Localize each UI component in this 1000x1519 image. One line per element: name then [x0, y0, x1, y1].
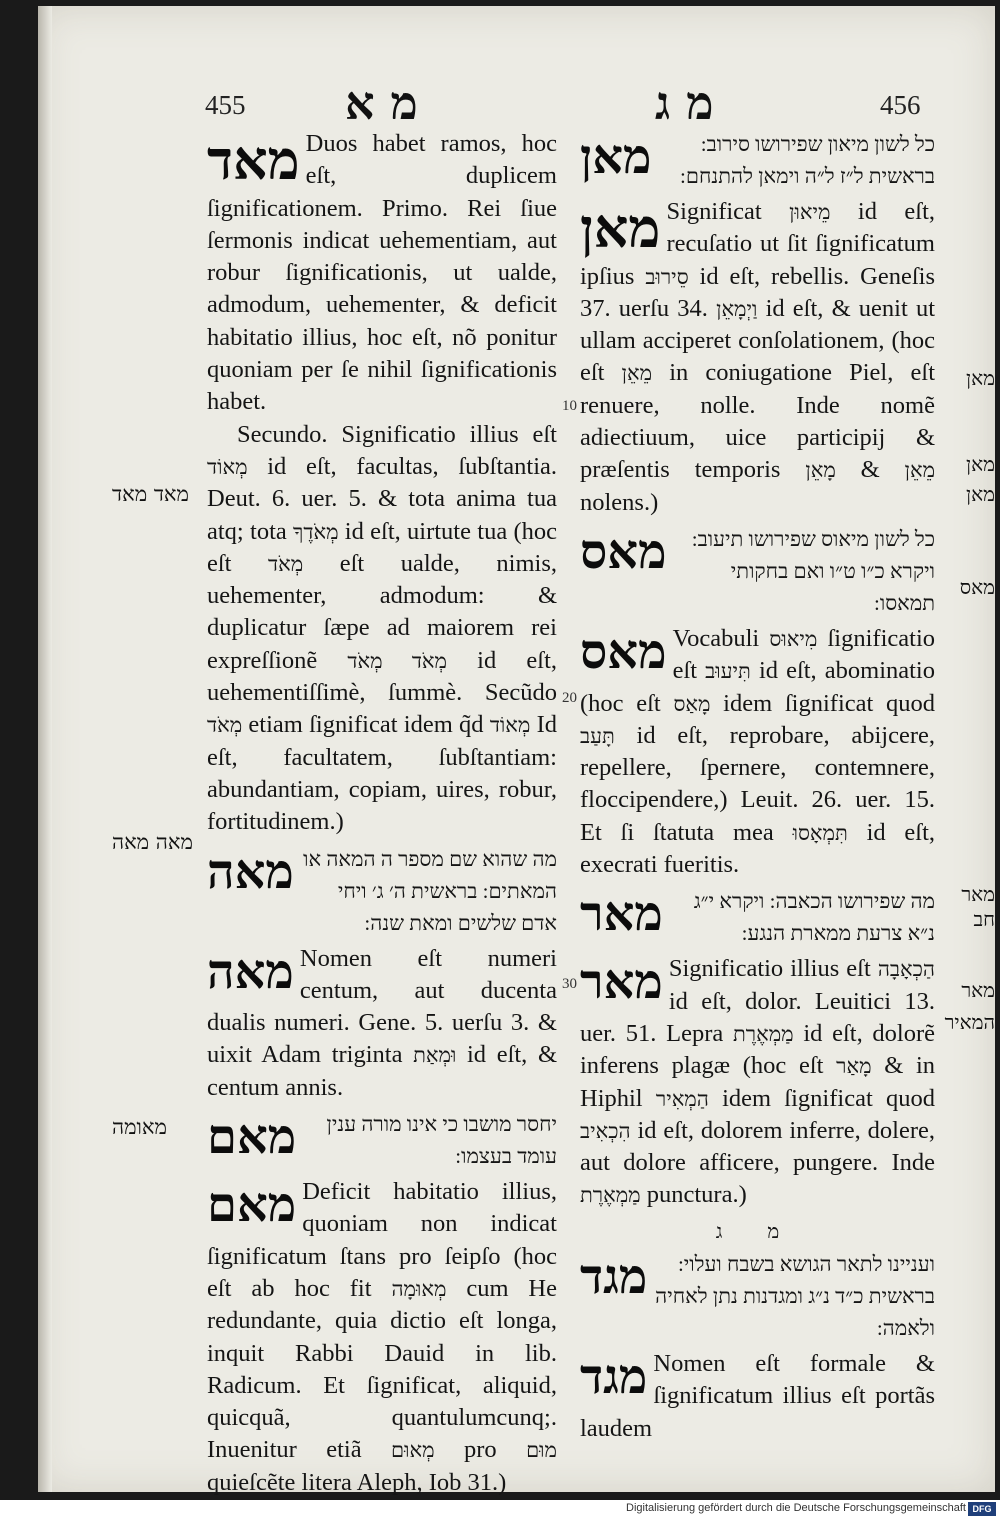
dfg-logo: DFG — [968, 1502, 996, 1516]
hebrew-word: וַיְמָאֵן — [716, 296, 758, 321]
entry-meam-hebrew — [207, 1108, 557, 1172]
page-gutter — [38, 6, 52, 1492]
entry-text: Nomen eſt formale & ſignificatum illius eſt portãs laudem — [580, 1350, 935, 1442]
entry-maar-hebrew — [580, 885, 935, 949]
hebrew-definition: כל לשון מיאוס שפירושו תיעוב: ויקרא כ״ו ט״ו ואם בחקותי תמאסו: — [691, 526, 935, 615]
hebrew-definition: מה שהוא שם מספר ה המאה או המאתים: בראשית ה׳ ג׳ ויחי אדם שלשים ומאת שנה: — [303, 846, 557, 935]
entry-meah — [207, 943, 557, 1104]
hebrew-word: מֵיאוּן — [789, 200, 831, 224]
hebrew-word: מָאַס — [673, 691, 711, 716]
margin-note: מאן — [966, 482, 995, 506]
latin-text: id eſt, & uenit ut ullam acciperet conſolationem, (hoc eſt — [580, 294, 935, 387]
hebrew-word: מְאוּם — [391, 1438, 435, 1463]
entry-meah-hebrew — [207, 843, 557, 939]
line-number: 30 — [562, 976, 577, 992]
section-mark: מ ג — [715, 1220, 800, 1243]
latin-text: id eſt, uehementiſſimè, ſummè. Secũdo — [207, 646, 557, 707]
hebrew-word: מֵאֵן — [904, 458, 936, 483]
hebrew-word: תָּעַב — [580, 723, 615, 748]
margin-note: מאר חב — [961, 882, 995, 931]
headword: מאה — [207, 945, 294, 999]
latin-text: id eſt, facultas, ſubſtantia. Deut. 6. uer. 5. & tota anima tua atq; tota — [207, 452, 558, 545]
margin-note: מאה מאה — [112, 830, 193, 854]
latin-text: pro — [463, 1436, 497, 1464]
entry-meam — [207, 1176, 557, 1499]
latin-text: id eſt, reprobare, abijcere, repellere, ſpernere, contemnere, floccipendere,) Leuit. 26. uer. 15. Et ſi ſtatuta mea — [580, 721, 936, 846]
margin-note: מאן — [966, 452, 995, 476]
latin-text: id eſt, dolorẽ inferens plagæ (hoc eſt — [580, 1019, 936, 1080]
latin-text: Significatio illius eſt — [668, 955, 871, 983]
hebrew-word: מְאֹד מְאֹד — [347, 648, 447, 673]
latin-text: cum He redundante, quia dictio eſt longa, inquit Rabbi Dauid in lib. Radicum. Et ſignificat, aliquid, quicquã, quantulumcunq;. Inuenitur etiã — [207, 1274, 557, 1464]
hebrew-word: מְאֹדֶךָ — [293, 519, 339, 544]
hebrew-word: מְאֹד — [207, 713, 243, 738]
hebrew-definition: ועניינו לתאר הגושא בשבח ועלוי: בראשית כ״ד נ״ג ומגדנות נתן לאחיה ולאמה: — [655, 1252, 935, 1341]
hebrew-definition: מה שפירושו הכאבה: ויקרא י״ג נ״א צרעת ממארת הנגע: — [693, 889, 935, 946]
headword: מאה — [207, 845, 294, 899]
margin-note: מאס — [959, 575, 995, 599]
hebrew-definition: כל לשון מיאון שפירושו סירוב: בראשית ל״ז ל״ה וימאן להתנחם: — [680, 132, 935, 188]
line-number: 20 — [562, 690, 577, 706]
latin-text: in coniugatione Piel, eſt renuere, nolle. Inde nomẽ adiectiuum, uice participij & præſentis temporis — [580, 359, 936, 484]
latin-text: ſignificatio eſt — [672, 624, 935, 685]
latin-text: id eſt, execrati fueritis. — [580, 818, 936, 879]
right-running-head: מ ג — [655, 76, 714, 130]
hebrew-word: מְאוּמָה — [391, 1276, 447, 1301]
latin-text: & in Hiphil — [580, 1052, 936, 1112]
margin-note: מאד מאד — [112, 482, 189, 506]
entry-maan-hebrew — [580, 128, 935, 192]
headword: מאם — [207, 1179, 297, 1233]
hebrew-word: מוּם — [526, 1438, 557, 1463]
latin-text: id eſt, dolor. Leuitici 13. uer. 51. Lepra — [580, 987, 935, 1047]
latin-text: Significat — [666, 198, 762, 225]
hebrew-word: מַמְאֶרֶת — [732, 1021, 794, 1046]
latin-text: id eſt, dolorem inferre, dolere, aut dolore afficere, pungere. Inde — [580, 1116, 936, 1177]
entry-maas-hebrew — [580, 523, 935, 619]
hebrew-word: הַכְאָבָה — [877, 957, 935, 982]
headword: מאר — [580, 956, 663, 1010]
hebrew-word: הִכְאִיב — [580, 1118, 631, 1143]
hebrew-word: מָאַר — [836, 1054, 872, 1079]
hebrew-word: מִיאוּס — [769, 626, 818, 651]
entry-maan — [580, 196, 935, 519]
left-running-head: מ א — [345, 76, 418, 130]
hebrew-word: מְאוֹד — [207, 454, 248, 479]
latin-text: Secundo. Significatio illius eſt — [237, 420, 557, 448]
hebrew-word: מָאֵן — [805, 458, 836, 483]
latin-text: Nomen eſt numeri centum, aut ducenta dualis numeri. Gene. 5. uerſu 3. & uixit Adam triginta — [207, 944, 557, 1069]
margin-note: מאר — [961, 978, 995, 1002]
entry-maas — [580, 623, 935, 881]
right-page-number: 456 — [880, 90, 921, 120]
latin-text: Id eſt, facultatem, ſubſtantiam: abundantiam, copiam, uires, robur, fortitudinem.) — [207, 711, 558, 836]
latin-text: Primo. Rei ſiue ſermonis indicat uehementiam, aut robur ſignificationis, ut ualde, admodum, uehementer, & deficit habitatio illius, hoc eſt, nõ ponitur quoniam per ſe nihil ſignificationis habet. — [207, 194, 557, 416]
hebrew-word: וּמְאַת — [413, 1043, 457, 1068]
hebrew-word: סֵירוּב — [645, 264, 689, 289]
entry-mad — [207, 128, 557, 839]
latin-text: id eſt, & centum annis. — [207, 1041, 557, 1101]
latin-text: id eſt, rebellis. Geneſis 37. uerſu 34. — [580, 262, 936, 322]
latin-text: id eſt, abominatio (hoc eſt — [580, 657, 935, 717]
margin-note: המאיר — [944, 1010, 995, 1034]
hebrew-word: מְאוֹד — [489, 713, 531, 738]
hebrew-word: מַמְאֶרֶת — [580, 1183, 641, 1208]
entry-meged — [580, 1348, 935, 1445]
latin-text: Deficit habitatio illius, quoniam non indicat ſignificatum ſtans pro ſeipſo (hoc eſt ab hoc fit — [207, 1178, 557, 1302]
entry-maar — [580, 953, 935, 1211]
latin-text: etiam ſignificat idem q̃d — [248, 711, 484, 739]
hebrew-word: מֵאֵן — [621, 361, 653, 386]
headword: מגד — [580, 1351, 648, 1405]
footer-bar — [0, 1500, 1000, 1519]
margin-note: מאומה — [112, 1115, 167, 1139]
headword: מאס — [580, 625, 667, 679]
headword: מאס — [580, 525, 667, 579]
headword: מאן — [580, 199, 661, 259]
latin-text: eſt ualde, nimis, uehementer, admodum: & duplicatur ſæpe ad maiorem rei expreſſionẽ — [207, 549, 558, 674]
headword: מגד — [580, 1251, 648, 1305]
headword: מאד — [207, 131, 300, 191]
latin-text: id eſt, recuſatio ut ſit ſignificatum ipſius — [580, 198, 935, 290]
headword: מאר — [580, 888, 663, 942]
left-page-number: 455 — [205, 90, 246, 120]
margin-note: מאן — [966, 366, 995, 390]
latin-text: & — [860, 456, 880, 484]
entry-meged-hebrew — [580, 1248, 935, 1344]
line-number: 10 — [562, 398, 577, 414]
left-column — [207, 128, 557, 1503]
latin-text: quieſcẽte litera Aleph, Iob 31.) — [207, 1468, 507, 1496]
right-column — [580, 128, 935, 1449]
latin-text: Duos habet ramos, hoc eſt, duplicem ſignificationem. — [207, 130, 557, 222]
latin-text: Vocabuli — [672, 624, 760, 652]
latin-text: idem ſignificat quod — [723, 689, 936, 717]
latin-text: id eſt, uirtute tua (hoc eſt — [207, 517, 558, 577]
footer-credit: Digitalisierung gefördert durch die Deutsche Forschungsgemeinschaft — [626, 1502, 966, 1514]
latin-text: punctura.) — [646, 1181, 747, 1209]
hebrew-word: תִּיעוּב — [705, 659, 751, 684]
hebrew-word: הַמְאִיר — [655, 1086, 709, 1111]
entry-text — [207, 419, 557, 839]
headword: מאם — [207, 1111, 297, 1165]
latin-text: nolens.) — [580, 488, 659, 516]
hebrew-word: תִּמְאָסוּ — [792, 820, 848, 845]
headword: מאן — [580, 131, 652, 184]
hebrew-definition: יחסר מושבו כי אינו מורה ענין עומד בעצמו: — [326, 1112, 557, 1169]
latin-text: idem ſignificat quod — [722, 1084, 935, 1112]
hebrew-word: מְאֹד — [268, 551, 304, 576]
